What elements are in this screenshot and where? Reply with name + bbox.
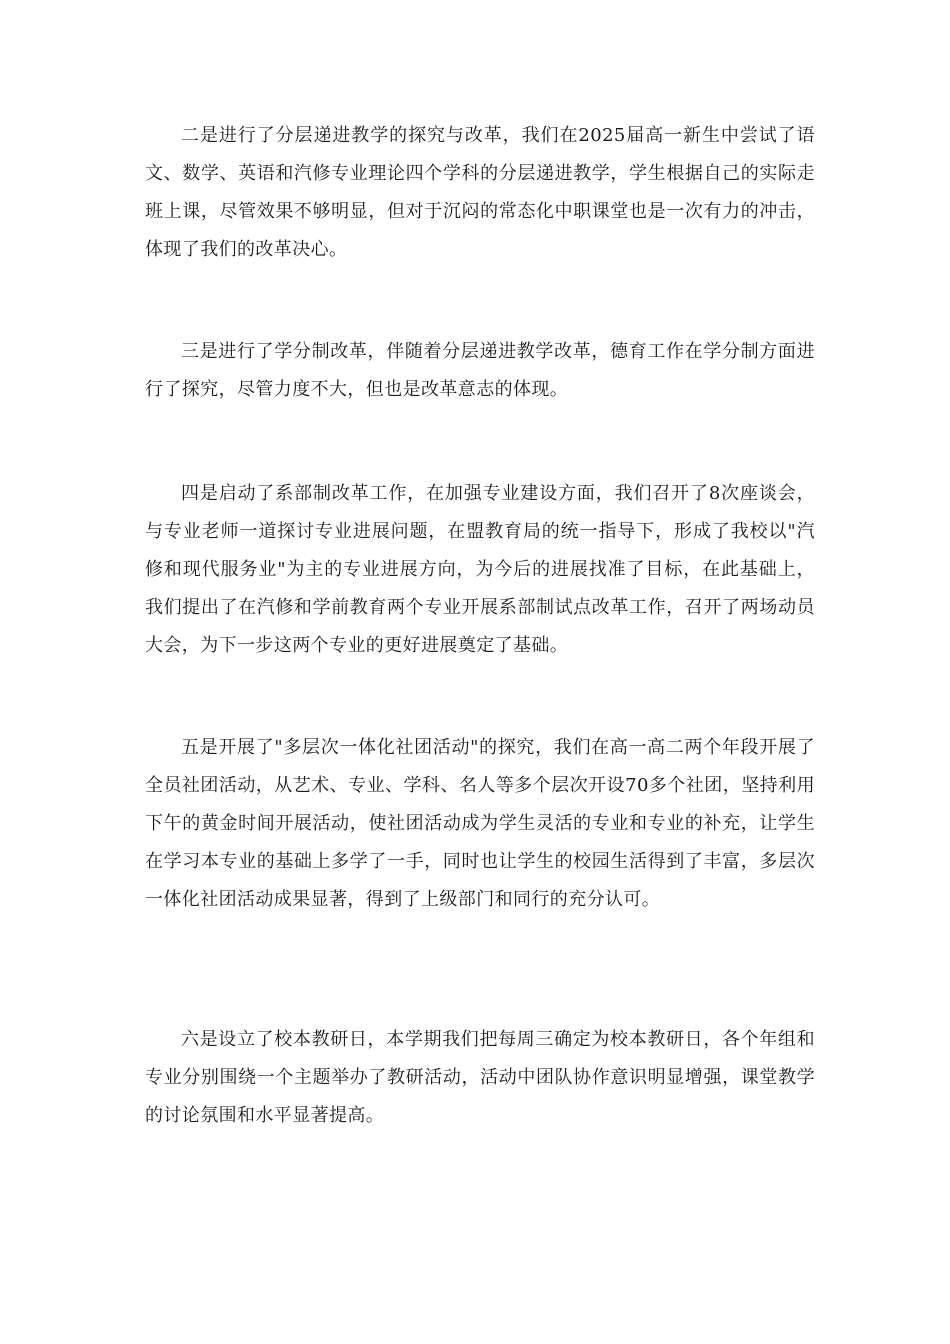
paragraph-layered-teaching-reform: 二是进行了分层递进教学的探究与改革，我们在2025届高一新生中尝试了语文、数学、英语和汽修专业理论四个学科的分层递进教学，学生根据自己的实际走班上课，尽管效果不够明显，但对于沉闷的常态化中职课堂也是一次有力的冲击，体现了我们的改革决心。	[145, 125, 815, 260]
paragraph-department-system-reform: 四是启动了系部制改革工作，在加强专业建设方面，我们召开了8次座谈会，与专业老师一道探讨专业进展问题，在盟教育局的统一指导下，形成了我校以"汽修和现代服务业"为主的专业进展方向，为今后的进展找准了目标，在此基础上，我们提出了在汽修和学前教育两个专业开展系部制试点改革工作，召开了两场动员大会，为下一步这两个专业的更好进展奠定了基础。	[145, 483, 815, 656]
paragraph-credit-system-reform: 三是进行了学分制改革，伴随着分层递进教学改革，德育工作在学分制方面进行了探究，尽管力度不大，但也是改革意志的体现。	[145, 341, 815, 400]
paragraph-teaching-research-day: 六是设立了校本教研日，本学期我们把每周三确定为校本教研日，各个年组和专业分别围绕一个主题举办了教研活动，活动中团队协作意识明显增强，课堂教学的讨论氛围和水平显著提高。	[145, 1029, 815, 1126]
paragraph-club-activities: 五是开展了"多层次一体化社团活动"的探究，我们在高一高二两个年段开展了全员社团活动，从艺术、专业、学科、名人等多个层次开设70多个社团，坚持利用下午的黄金时间开展活动，使社团活动成为学生灵活的专业和专业的补充，让学生在学习本专业的基础上多学了一手，同时也让学生的校园生活得到了丰富，多层次一体化社团活动成果显著，得到了上级部门和同行的充分认可。	[145, 737, 815, 910]
